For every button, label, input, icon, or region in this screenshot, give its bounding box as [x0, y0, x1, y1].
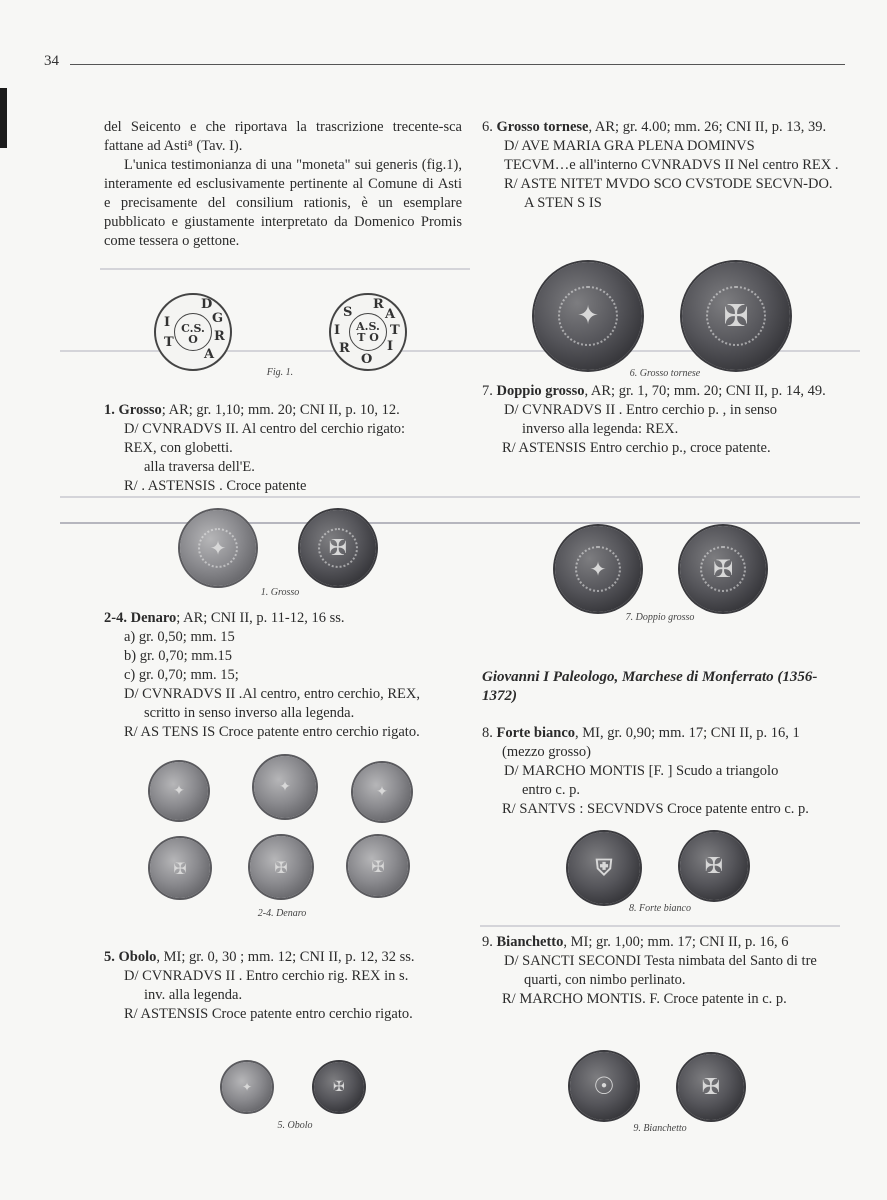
token-rim-letter: R	[373, 297, 384, 312]
token-rim-letter: T	[390, 323, 400, 338]
entry-bianchetto	[482, 933, 842, 1009]
entry-line: inverso alla legenda: REX.	[522, 421, 679, 437]
entry-grosso	[104, 401, 466, 496]
entry-title: Denaro	[130, 610, 177, 626]
token-rim-letter: T	[164, 335, 174, 350]
intro-text	[104, 118, 462, 251]
entry-line: c) gr. 0,70; mm. 15;	[124, 667, 239, 683]
scan-streak	[480, 925, 840, 927]
entry-line: TECVM…e all'interno CVNRADVS II Nel centro REX .	[504, 157, 839, 173]
star-icon: ✦	[173, 783, 185, 799]
entry-denaro	[104, 609, 466, 742]
token-rim-letter: R	[339, 341, 350, 356]
token-center-legend: A.S. T O	[356, 320, 380, 344]
coin-bianchetto-reverse	[678, 1054, 744, 1120]
star-icon: ✦	[209, 536, 227, 560]
page-number: 34	[44, 53, 59, 69]
token-rim-letter: I	[334, 323, 341, 338]
entry-title: Doppio grosso	[496, 383, 585, 399]
doppio-grosso-caption: 7. Doppio grosso	[625, 612, 695, 623]
cross-icon: ✠	[723, 298, 749, 334]
entry-line: alla traversa dell'E.	[144, 459, 255, 475]
section-heading: Giovanni I Paleologo, Marchese di Monferrato (1356-1372)	[482, 669, 818, 704]
star-icon: ✦	[577, 301, 599, 331]
coin-denaro-b-obverse	[254, 756, 316, 818]
coin-grosso-tornese-reverse	[682, 262, 790, 370]
entry-title: Bianchetto	[496, 934, 564, 950]
entry-number: 1.	[104, 402, 115, 418]
token-rim-letter: S	[343, 305, 353, 320]
entry-line: R/ SANTVS : SECVNDVS Croce patente entro c. p.	[502, 801, 809, 817]
scan-streak	[60, 522, 860, 524]
cross-icon: ✠	[701, 1074, 721, 1100]
entry-number: 6.	[482, 119, 493, 135]
entry-meta: , MI, gr. 0,90; mm. 17; CNI II, p. 16, 1 (mezzo grosso)	[502, 725, 800, 760]
entry-line: D/ AVE MARIA GRA PLENA DOMINVS	[504, 138, 755, 154]
header-rule	[70, 64, 845, 65]
entry-number: 9.	[482, 934, 493, 950]
entry-line: D/ SANCTI SECONDI Testa nimbata del Santo di tre quarti, con nimbo perlinato.	[504, 953, 817, 988]
entry-line: R/ MARCHO MONTIS. F. Croce patente in c. p.	[502, 991, 787, 1007]
obolo-caption: 5. Obolo	[277, 1120, 313, 1131]
cross-icon: ✠	[274, 857, 288, 877]
token-rim-letter: I	[164, 315, 171, 330]
entry-forte-bianco	[482, 724, 842, 819]
coin-denaro-a-reverse	[150, 838, 210, 898]
entry-line: R/ . ASTENSIS . Croce patente	[124, 478, 307, 494]
entry-line: R/ ASTENSIS Entro cerchio p., croce patente.	[502, 440, 771, 456]
coin-grosso-reverse	[300, 510, 376, 586]
entry-number: 8.	[482, 725, 493, 741]
token-rim-letter: A	[385, 307, 396, 322]
cross-icon: ✠	[712, 555, 734, 583]
entry-meta: ; AR; CNI II, p. 11-12, 16 ss.	[176, 610, 345, 626]
entry-meta: ; AR; gr. 1,10; mm. 20; CNI II, p. 10, 12.	[161, 402, 400, 418]
coin-denaro-c-obverse	[353, 763, 411, 821]
entry-line: entro c. p.	[522, 782, 580, 798]
entry-meta: , AR; gr. 4.00; mm. 26; CNI II, p. 13, 39.	[588, 119, 827, 135]
entry-line: R/ ASTENSIS Croce patente entro cerchio rigato.	[124, 1006, 413, 1022]
bianchetto-caption: 9. Bianchetto	[633, 1123, 687, 1134]
entry-line: inv. alla legenda.	[144, 987, 243, 1003]
coin-denaro-a-obverse	[150, 762, 208, 820]
scan-streak	[60, 496, 860, 498]
coin-denaro-c-reverse	[348, 836, 408, 896]
entry-line: D/ CVNRADVS II. Al centro del cerchio rigato:	[124, 421, 406, 437]
entry-line: D/ MARCHO MONTIS [F. ] Scudo a triangolo	[504, 763, 779, 779]
binding-shadow	[0, 88, 7, 148]
star-icon: ✦	[241, 1080, 253, 1094]
entry-title: Obolo	[118, 949, 157, 965]
fig1-token-obverse	[154, 293, 232, 371]
forte-bianco-caption: 8. Forte bianco	[629, 903, 691, 914]
entry-number: 2-4.	[104, 610, 127, 626]
cross-icon: ✠	[333, 1079, 345, 1095]
grosso-caption: 1. Grosso	[260, 587, 300, 598]
coin-grosso-obverse	[180, 510, 256, 586]
cross-icon: ✠	[371, 856, 385, 876]
coin-doppio-grosso-reverse	[680, 526, 766, 612]
cross-icon: ✠	[328, 535, 348, 561]
token-rim-letter: G	[212, 311, 224, 326]
entry-obolo	[104, 948, 466, 1024]
token-rim-letter: D	[201, 297, 213, 312]
star-icon: ✦	[589, 557, 607, 581]
denaro-caption: 2-4. Denaro	[257, 908, 307, 919]
token-rim-letter: O	[361, 352, 373, 367]
entry-line: REX, con globetti.	[124, 440, 233, 456]
entry-number: 7.	[482, 383, 493, 399]
entry-doppio-grosso	[482, 382, 842, 458]
star-icon: ✦	[376, 784, 388, 800]
entry-line: D/ CVNRADVS II . Entro cerchio p. , in senso	[504, 402, 778, 418]
head-icon: ☉	[593, 1072, 615, 1100]
entry-line: scritto in senso inverso alla legenda.	[144, 705, 355, 721]
entry-line: b) gr. 0,70; mm.15	[124, 648, 232, 664]
star-icon: ✦	[279, 779, 291, 795]
entry-meta: , MI; gr. 0, 30 ; mm. 12; CNI II, p. 12, 32 ss.	[156, 949, 415, 965]
token-rim-letter: I	[387, 339, 394, 354]
coin-grosso-tornese-obverse	[534, 262, 642, 370]
entry-title: Grosso	[118, 402, 162, 418]
entry-grosso-tornese	[482, 118, 842, 213]
entry-line: D/ CVNRADVS II . Entro cerchio rig. REX in s.	[124, 968, 409, 984]
coin-obolo-reverse	[314, 1062, 364, 1112]
token-center-legend: C.S. O	[181, 322, 205, 346]
entry-line: a) gr. 0,50; mm. 15	[124, 629, 235, 645]
grosso-tornese-caption: 6. Grosso tornese	[629, 368, 701, 379]
entry-meta: , MI; gr. 1,00; mm. 17; CNI II, p. 16, 6	[563, 934, 789, 950]
coin-doppio-grosso-obverse	[555, 526, 641, 612]
intro-paragraph-2: L'unica testimonianza di una "moneta" sui generis (fig.1), interamente ed esclusivamente pertinente al Comune di Asti e precisamente del consilium rationis, è un esemplare pubblicato e giustamente interpretato da Domenico Promis come tessera o gettone.	[104, 157, 462, 249]
fig1-token-reverse	[329, 293, 407, 371]
shield-icon: ⛨	[595, 855, 613, 881]
token-rim-letter: R	[214, 329, 225, 344]
coin-forte-bianco-reverse	[680, 832, 748, 900]
entry-title: Forte bianco	[496, 725, 576, 741]
entry-number: 5.	[104, 949, 115, 965]
entry-line: R/ AS TENS IS Croce patente entro cerchio rigato.	[124, 724, 420, 740]
entry-line: R/ ASTE NITET MVDO SCO CVSTODE SECVN-DO. A STEN S IS	[504, 176, 833, 211]
coin-forte-bianco-obverse	[568, 832, 640, 904]
coin-bianchetto-obverse	[570, 1052, 638, 1120]
entry-line: D/ CVNRADVS II .Al centro, entro cerchio, REX,	[124, 686, 420, 702]
coin-denaro-b-reverse	[250, 836, 312, 898]
cross-icon: ✠	[173, 858, 187, 878]
cross-icon: ✠	[704, 853, 724, 879]
coin-obolo-obverse	[222, 1062, 272, 1112]
entry-meta: , AR; gr. 1, 70; mm. 20; CNI II, p. 14, 49.	[584, 383, 826, 399]
fig1-caption: Fig. 1.	[266, 367, 294, 378]
scan-streak	[100, 268, 470, 270]
token-rim-letter: A	[204, 347, 215, 362]
intro-paragraph-1: del Seicento e che riportava la trascrizione trecente-sca fattane ad Asti⁸ (Tav. I).	[104, 119, 462, 154]
entry-title: Grosso tornese	[496, 119, 589, 135]
